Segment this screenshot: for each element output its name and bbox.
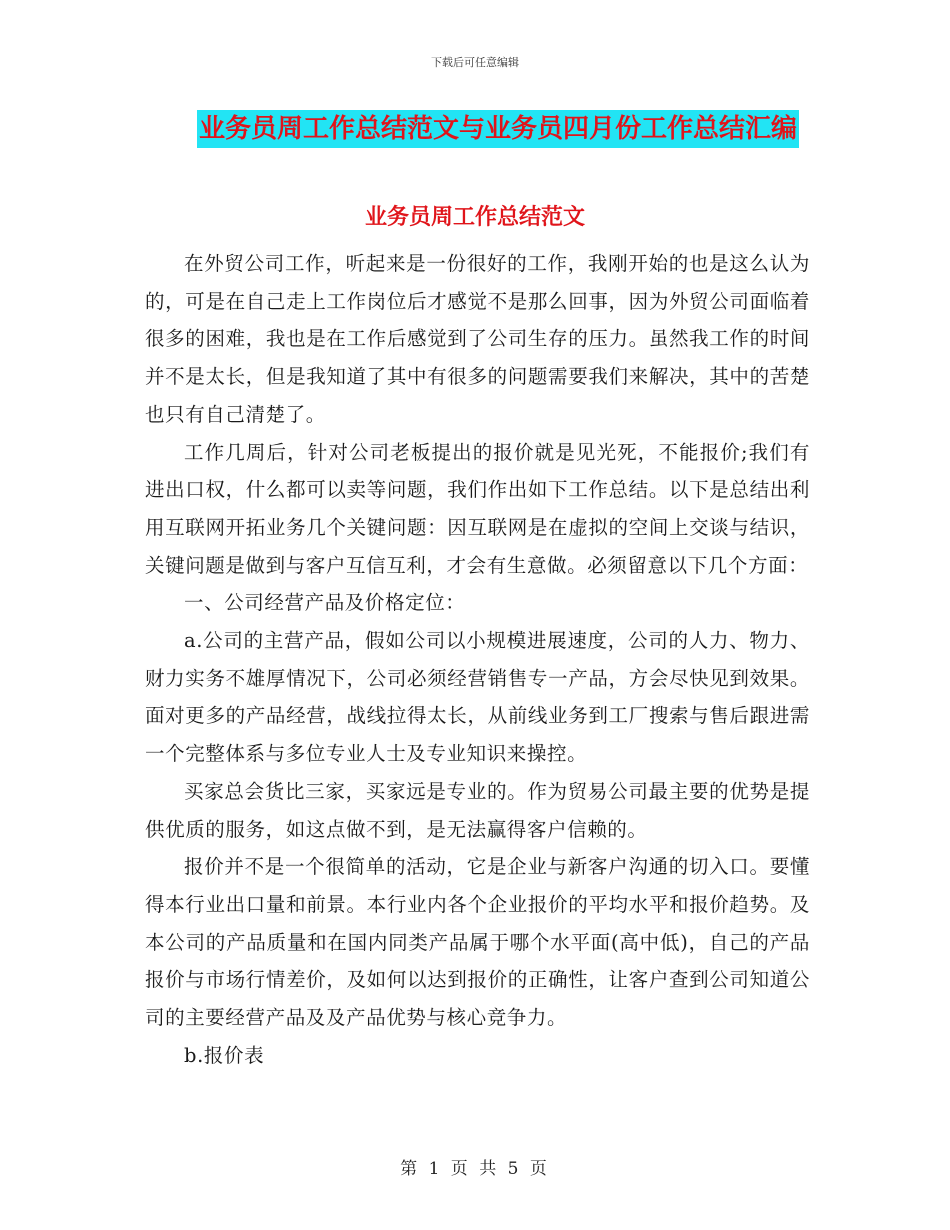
paragraph: b.报价表 <box>184 1043 265 1067</box>
paragraph: 工作几周后，针对公司老板提出的报价就是见光死，不能报价;我们有进出口权，什么都可以卖等问题，我们作出如下工作总结。以下是总结出利用互联网开拓业务几个关键问题：因互联网是在虚拟的空间上交谈与结识，关键问题是做到与客户互信互利，才会有生意做。必须留意以下几个方面： <box>145 440 810 577</box>
main-title-container <box>0 110 950 148</box>
document-main-title: 业务员周工作总结范文与业务员四月份工作总结汇编 <box>197 110 799 148</box>
paragraph: a.公司的主营产品，假如公司以小规模进展速度，公司的人力、物力、财力实务不雄厚情况下，公司必须经营销售专一产品，方会尽快见到效果。面对更多的产品经营，战线拉得太长，从前线业务到工厂搜索与售后跟进需一个完整体系与多位专业人士及专业知识来操控。 <box>145 629 810 766</box>
paragraph: 一、公司经营产品及价格定位： <box>184 591 466 615</box>
paragraph: 买家总会货比三家，买家远是专业的。作为贸易公司最主要的优势是提供优质的服务，如这点做不到，是无法赢得客户信赖的。 <box>145 779 810 841</box>
paragraph: 报价并不是一个很简单的活动，它是企业与新客户沟通的切入口。要懂得本行业出口量和前景。本行业内各个企业报价的平均水平和报价趋势。及本公司的产品质量和在国内同类产品属于哪个水平面(高中低)，自己的产品报价与市场行情差价，及如何以达到报价的正确性，让客户查到公司知道公司的主要经营产品及及产品优势与核心竞争力。 <box>145 855 810 1030</box>
document-body <box>145 245 810 1074</box>
header-note: 下载后可任意编辑 <box>431 56 519 69</box>
paragraph: 在外贸公司工作，听起来是一份很好的工作，我刚开始的也是这么认为的，可是在自己走上工作岗位后才感觉不是那么回事，因为外贸公司面临着很多的困难，我也是在工作后感觉到了公司生存的压力。虽然我工作的时间并不是太长，但是我知道了其中有很多的问题需要我们来解决，其中的苦楚也只有自己清楚了。 <box>145 252 810 426</box>
section-title: 业务员周工作总结范文 <box>364 204 585 230</box>
page-number-footer: 第 1 页 共 5 页 <box>400 1159 550 1179</box>
